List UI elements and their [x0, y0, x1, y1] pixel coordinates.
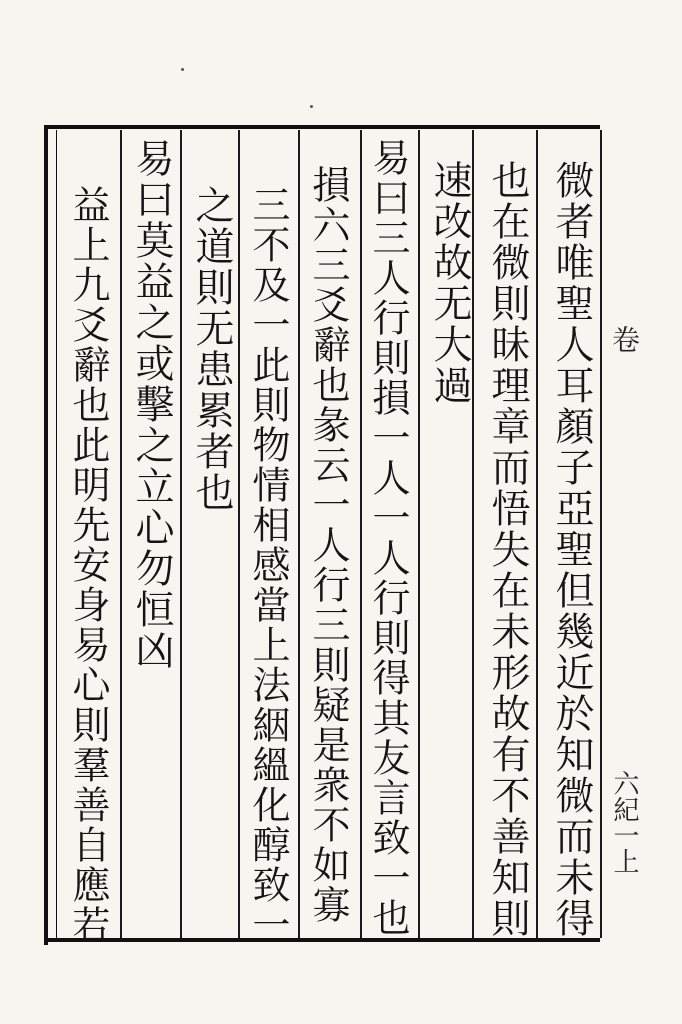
frame-left-rule — [44, 125, 48, 945]
column-rule — [472, 130, 474, 938]
column-rule — [238, 130, 240, 938]
ink-speck — [181, 68, 184, 71]
text-column: 三不及一此則物情相感當上法絪縕化醇致一 — [246, 185, 290, 945]
column-rule — [600, 130, 602, 938]
column-rule — [360, 130, 362, 938]
frame-top-rule — [48, 125, 600, 129]
text-column: 損六三爻辭也彖云一人行三則疑是衆不如寡 — [306, 165, 350, 925]
text-column: 也在微則昧理章而悟失在未形故有不善知則 — [485, 160, 530, 939]
column-rule — [180, 130, 182, 938]
text-column: 益上九爻辭也此明先安身易心則羣善自應若 — [66, 185, 110, 945]
text-column: 速改故无大過 — [427, 160, 472, 406]
column-rule — [298, 130, 300, 938]
text-column: 易曰莫益之或擊之立心勿恒凶 — [129, 138, 174, 671]
column-rule — [418, 130, 420, 938]
column-rule — [536, 130, 538, 938]
text-column: 易曰三人行則損一人一人行則得其友言致一也 — [366, 138, 410, 938]
frame-inner-rule — [56, 130, 57, 938]
text-column: 之道則无患累者也 — [189, 185, 234, 513]
edge-fragment-top: 卷 — [608, 325, 641, 353]
edge-fragment-bottom: 六紀一上 — [609, 770, 639, 874]
text-column: 微者唯聖人耳顏子亞聖但幾近於知微而未得 — [549, 160, 594, 939]
ink-speck — [310, 105, 313, 108]
column-rule — [120, 130, 122, 938]
